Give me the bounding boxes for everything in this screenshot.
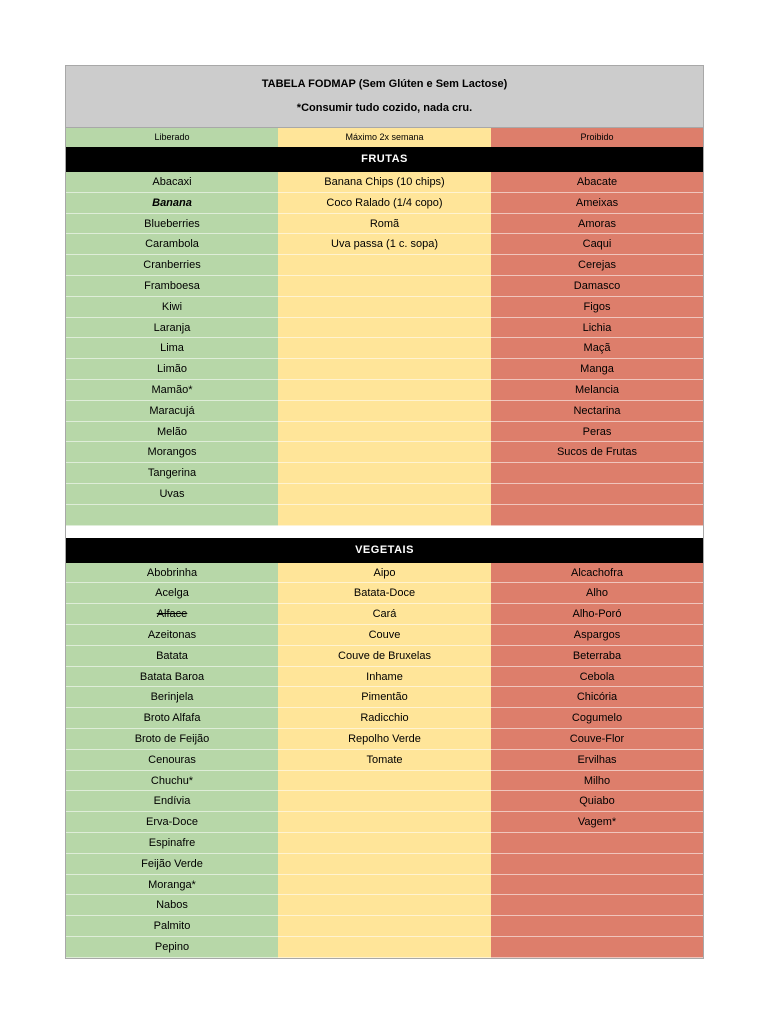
table-row [66, 214, 703, 235]
legend-forbidden: Proibido [491, 128, 703, 147]
cell-forbidden: Caqui [491, 234, 703, 255]
table-row [66, 729, 703, 750]
cell-allowed: Blueberries [66, 214, 278, 235]
cell-allowed: Kiwi [66, 297, 278, 318]
cell-allowed: Berinjela [66, 687, 278, 708]
cell-limited [278, 916, 491, 937]
cell-forbidden [491, 916, 703, 937]
table-row [66, 401, 703, 422]
cell-allowed: Alface [66, 604, 278, 625]
cell-forbidden: Manga [491, 359, 703, 380]
cell-limited [278, 791, 491, 812]
table-row [66, 297, 703, 318]
cell-forbidden: Melancia [491, 380, 703, 401]
table-row [66, 604, 703, 625]
section-spacer [66, 526, 703, 538]
cell-limited: Pimentão [278, 687, 491, 708]
cell-allowed: Palmito [66, 916, 278, 937]
cell-forbidden: Alho-Poró [491, 604, 703, 625]
cell-allowed: Carambola [66, 234, 278, 255]
cell-forbidden: Peras [491, 422, 703, 443]
table-row [66, 380, 703, 401]
cell-limited [278, 442, 491, 463]
cell-allowed: Maracujá [66, 401, 278, 422]
cell-limited [278, 812, 491, 833]
cell-forbidden [491, 833, 703, 854]
table-row [66, 276, 703, 297]
cell-limited [278, 276, 491, 297]
cell-limited [278, 359, 491, 380]
cell-limited: Batata-Doce [278, 583, 491, 604]
cell-allowed: Cenouras [66, 750, 278, 771]
cell-forbidden [491, 895, 703, 916]
cell-limited: Romã [278, 214, 491, 235]
section-title-frutas: FRUTAS [66, 147, 703, 172]
cell-limited: Cará [278, 604, 491, 625]
cell-limited [278, 484, 491, 505]
cell-allowed: Nabos [66, 895, 278, 916]
cell-limited: Tomate [278, 750, 491, 771]
cell-forbidden: Aspargos [491, 625, 703, 646]
cell-forbidden: Damasco [491, 276, 703, 297]
cell-allowed: Espinafre [66, 833, 278, 854]
cell-limited [278, 401, 491, 422]
cell-allowed: Chuchu* [66, 771, 278, 792]
cell-limited [278, 875, 491, 896]
section-title-vegetais: VEGETAIS [66, 538, 703, 563]
cell-forbidden: Couve-Flor [491, 729, 703, 750]
cell-forbidden: Alho [491, 583, 703, 604]
cell-limited: Couve [278, 625, 491, 646]
cell-forbidden [491, 505, 703, 526]
table-row [66, 791, 703, 812]
cell-limited [278, 338, 491, 359]
cell-allowed: Laranja [66, 318, 278, 339]
cell-allowed: Cranberries [66, 255, 278, 276]
cell-limited: Inhame [278, 667, 491, 688]
legend-allowed: Liberado [66, 128, 278, 147]
cell-limited [278, 895, 491, 916]
cell-forbidden: Cogumelo [491, 708, 703, 729]
cell-forbidden: Abacate [491, 172, 703, 193]
cell-forbidden: Ervilhas [491, 750, 703, 771]
cell-allowed: Acelga [66, 583, 278, 604]
cell-forbidden [491, 484, 703, 505]
cell-limited [278, 318, 491, 339]
cell-limited [278, 854, 491, 875]
cell-limited: Aipo [278, 563, 491, 584]
cell-limited [278, 297, 491, 318]
table-header [66, 66, 703, 128]
cell-allowed: Endívia [66, 791, 278, 812]
table-row [66, 875, 703, 896]
cell-forbidden: Nectarina [491, 401, 703, 422]
cell-forbidden: Chicória [491, 687, 703, 708]
cell-forbidden: Quiabo [491, 791, 703, 812]
cell-allowed: Broto Alfafa [66, 708, 278, 729]
cell-forbidden: Maçã [491, 338, 703, 359]
cell-forbidden: Cerejas [491, 255, 703, 276]
cell-allowed: Lima [66, 338, 278, 359]
table-row [66, 771, 703, 792]
cell-limited: Uva passa (1 c. sopa) [278, 234, 491, 255]
table-body [66, 147, 703, 958]
table-row [66, 484, 703, 505]
cell-allowed: Framboesa [66, 276, 278, 297]
cell-allowed: Abacaxi [66, 172, 278, 193]
cell-forbidden: Figos [491, 297, 703, 318]
cell-forbidden [491, 937, 703, 958]
table-row [66, 916, 703, 937]
cell-forbidden: Ameixas [491, 193, 703, 214]
cell-allowed: Broto de Feijão [66, 729, 278, 750]
cell-allowed: Erva-Doce [66, 812, 278, 833]
cell-forbidden: Milho [491, 771, 703, 792]
cell-forbidden [491, 875, 703, 896]
table-row [66, 172, 703, 193]
cell-limited [278, 771, 491, 792]
cell-limited [278, 422, 491, 443]
cell-limited [278, 505, 491, 526]
cell-limited: Radicchio [278, 708, 491, 729]
cell-forbidden: Beterraba [491, 646, 703, 667]
table-row [66, 422, 703, 443]
cell-forbidden [491, 463, 703, 484]
cell-allowed: Feijão Verde [66, 854, 278, 875]
table-row [66, 833, 703, 854]
table-title: TABELA FODMAP (Sem Glúten e Sem Lactose) [261, 78, 508, 90]
cell-forbidden: Lichia [491, 318, 703, 339]
fodmap-table [65, 65, 704, 959]
table-row [66, 563, 703, 584]
table-row [66, 646, 703, 667]
cell-limited: Repolho Verde [278, 729, 491, 750]
table-row [66, 583, 703, 604]
table-row [66, 338, 703, 359]
cell-limited: Banana Chips (10 chips) [278, 172, 491, 193]
cell-allowed: Uvas [66, 484, 278, 505]
table-row [66, 687, 703, 708]
table-row [66, 318, 703, 339]
cell-limited: Couve de Bruxelas [278, 646, 491, 667]
cell-allowed: Pepino [66, 937, 278, 958]
cell-forbidden: Cebola [491, 667, 703, 688]
cell-allowed: Moranga* [66, 875, 278, 896]
table-row [66, 895, 703, 916]
cell-allowed: Mamão* [66, 380, 278, 401]
table-row [66, 750, 703, 771]
cell-allowed: Azeitonas [66, 625, 278, 646]
cell-limited [278, 380, 491, 401]
cell-limited [278, 255, 491, 276]
cell-forbidden [491, 854, 703, 875]
cell-limited [278, 937, 491, 958]
cell-allowed: Abobrinha [66, 563, 278, 584]
table-row [66, 442, 703, 463]
table-subtitle: *Consumir tudo cozido, nada cru. [296, 102, 473, 114]
cell-forbidden: Vagem* [491, 812, 703, 833]
cell-allowed: Morangos [66, 442, 278, 463]
table-row [66, 505, 703, 526]
cell-limited [278, 833, 491, 854]
table-row [66, 708, 703, 729]
table-row [66, 193, 703, 214]
cell-allowed: Melão [66, 422, 278, 443]
cell-allowed: Batata [66, 646, 278, 667]
cell-forbidden: Amoras [491, 214, 703, 235]
table-row [66, 854, 703, 875]
table-row [66, 667, 703, 688]
cell-forbidden: Alcachofra [491, 563, 703, 584]
cell-allowed: Banana [66, 193, 278, 214]
table-row [66, 234, 703, 255]
legend-row [66, 128, 703, 147]
table-row [66, 625, 703, 646]
table-row [66, 812, 703, 833]
cell-forbidden: Sucos de Frutas [491, 442, 703, 463]
legend-limited: Máximo 2x semana [278, 128, 491, 147]
table-row [66, 359, 703, 380]
cell-allowed: Tangerina [66, 463, 278, 484]
cell-limited [278, 463, 491, 484]
cell-allowed [66, 505, 278, 526]
table-row [66, 463, 703, 484]
cell-allowed: Batata Baroa [66, 667, 278, 688]
cell-allowed: Limão [66, 359, 278, 380]
cell-limited: Coco Ralado (1/4 copo) [278, 193, 491, 214]
table-row [66, 255, 703, 276]
table-row [66, 937, 703, 958]
